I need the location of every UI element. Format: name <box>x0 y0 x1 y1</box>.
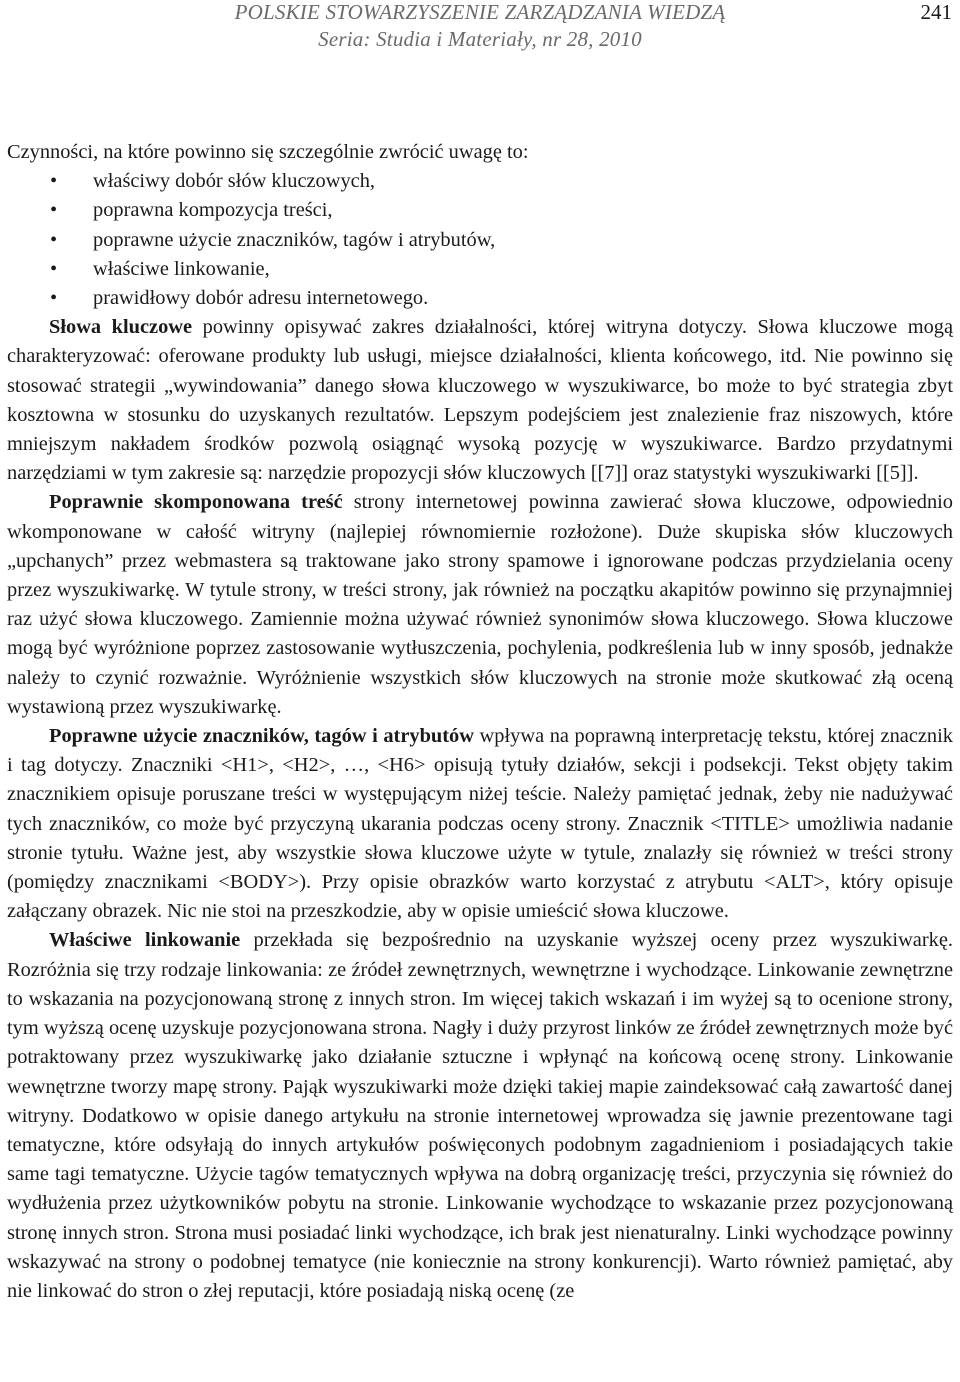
paragraph-lead: Słowa kluczowe <box>49 316 193 339</box>
paragraph-lead: Poprawne użycie znaczników, tagów i atrybutów <box>49 725 474 748</box>
list-item-text: poprawne użycie znaczników, tagów i atrybutów, <box>93 228 496 251</box>
paragraph-content <box>7 488 953 722</box>
paragraph-text: strony internetowej powinna zawierać słowa kluczowe, odpowiednio wkomponowane w całość witryny (najlepiej równomiernie rozłożone). Duże skupiska słów kluczowych „upchanych” przez webmastera są traktowane jako strony spamowe i ignorowane podczas przydzielania oceny przez wyszukiwarkę. W tytule strony, w treści strony, jak również na początku akapitów powinno się przynajmniej raz użyć słowa kluczowego. Zamiennie można używać również synonimów słowa kluczowego. Słowa kluczowe mogą być wyróżnione poprzez zastosowanie wytłuszczenia, pochylenia, podkreślenia lub w inny sposób, jednakże należy to czynić rozważnie. Wyróżnienie wszystkich słów kluczowych na stronie może skutkować złą oceną wystawioną przez wyszukiwarkę. <box>7 491 954 718</box>
bullet-list <box>7 167 953 313</box>
list-item-text: właściwe linkowanie, <box>93 257 270 280</box>
list-item <box>7 226 953 255</box>
bullet-icon: • <box>50 199 58 222</box>
paragraph-keywords <box>7 313 953 488</box>
bullet-icon: • <box>50 170 58 193</box>
list-item <box>7 284 953 313</box>
paragraph-linking <box>7 926 953 1306</box>
series-publisher: POLSKIE STOWARZYSZENIE ZARZĄDZANIA WIEDZĄ <box>234 0 726 24</box>
paragraph-lead: Poprawnie skomponowana treść <box>49 491 343 514</box>
page-number: 241 <box>920 0 952 24</box>
bullet-icon: • <box>50 257 58 280</box>
list-item <box>7 255 953 284</box>
paragraph-text: przekłada się bezpośrednio na uzyskanie wyższej oceny przez wyszukiwarkę. Rozróżnia się trzy rodzaje linkowania: ze źródeł zewnętrznych, wewnętrzne i wychodzące. Linkowanie zewnętrzne to wskazania na pozycjonowaną stronę z innych stron. Im więcej takich wskazań i im wyżej są to ocenione strony, tym wyższą ocenę uzyskuje pozycjonowana strona. Nagły i duży przyrost linków ze źródeł zewnętrznych może być potraktowany przez wyszukiwarkę jako działanie sztuczne i wpłynąć na końcową ocenę strony. Linkowanie wewnętrzne tworzy mapę strony. Pająk wyszukiwarki może dzięki takiej mapie zaindeksować całą zawartość danej witryny. Dodatkowo w opisie danego artykułu na stronie internetowej wprowadza się jawnie prezentowane tagi tematyczne, które odsyłają do innych artykułów poświęconych podobnym zagadnieniom i posiadających takie same tagi tematyczne. Użycie tagów tematycznych wpływa na dobrą organizację treści, przyczynia się również do wydłużenia przez użytkowników pobytu na stronie. Linkowanie wychodzące to wskazanie przez pozycjonowaną stronę innych stron. Strona musi posiadać linki wychodzące, ich brak jest nienaturalny. Linki wychodzące powinny wskazywać na strony o podobnej tematyce (nie koniecznie na strony konkurencji). Warto również pamiętać, aby nie linkować do stron o złej reputacji, które posiadają niską ocenę (ze <box>7 929 953 1302</box>
list-item <box>7 196 953 225</box>
bullet-icon: • <box>50 228 58 251</box>
paragraph-lead: Właściwe linkowanie <box>49 929 241 952</box>
paragraph-text: powinny opisywać zakres działalności, której witryna dotyczy. Słowa kluczowe mogą charakteryzować: oferowane produkty lub usługi, miejsce działalności, klienta końcowego, itd. Nie powinno się stosować strategii „wywindowania” danego słowa kluczowego w wyszukiwarce, bo może to być strategia zbyt kosztowna w stosunku do uzyskanych rezultatów. Lepszym podejściem jest znalezienie fraz niszowych, które mniejszym nakładem środków pozwolą osiągnąć wysoką pozycję w wyszukiwarce. Bardzo przydatnymi narzędziami w tym zakresie są: narzędzie propozycji słów kluczowych [[7]] oraz statystyki wyszukiwarki [[5]]. <box>7 316 954 485</box>
running-header <box>0 0 960 60</box>
list-item-text: właściwy dobór słów kluczowych, <box>93 170 376 193</box>
list-item-text: prawidłowy dobór adresu internetowego. <box>93 287 429 310</box>
list-item-text: poprawna kompozycja treści, <box>93 199 333 222</box>
paragraph-text: wpływa na poprawną interpretację tekstu, której znacznik i tag dotyczy. Znaczniki <H1>, <H2>, …, <H6> opisują tytuły działów, sekcji i podsekcji. Tekst objęty takim znacznikiem opisuje poruszane treści w występującym niżej teście. Należy pamiętać jednak, żeby nie nadużywać tych znaczników, co może być przyczyną ukarania podczas oceny strony. Znacznik <TITLE> umożliwia nadanie stronie tytułu. Ważne jest, aby wszystkie słowa kluczowe użyte w tytule, znalazły się również w treści strony (pomiędzy znacznikami <BODY>). Przy opisie obrazków warto korzystać z atrybutu <ALT>, który opisuje załączany obrazek. Nic nie stoi na przeszkodzie, aby w opisie umieścić słowa kluczowe. <box>7 725 953 923</box>
series-title: Seria: Studia i Materiały, nr 28, 2010 <box>318 27 642 51</box>
paragraph-tags <box>7 722 953 926</box>
bullet-icon: • <box>50 287 58 310</box>
body-text <box>7 138 953 1306</box>
list-item <box>7 167 953 196</box>
intro-line: Czynności, na które powinno się szczególnie zwrócić uwagę to: <box>7 141 529 163</box>
